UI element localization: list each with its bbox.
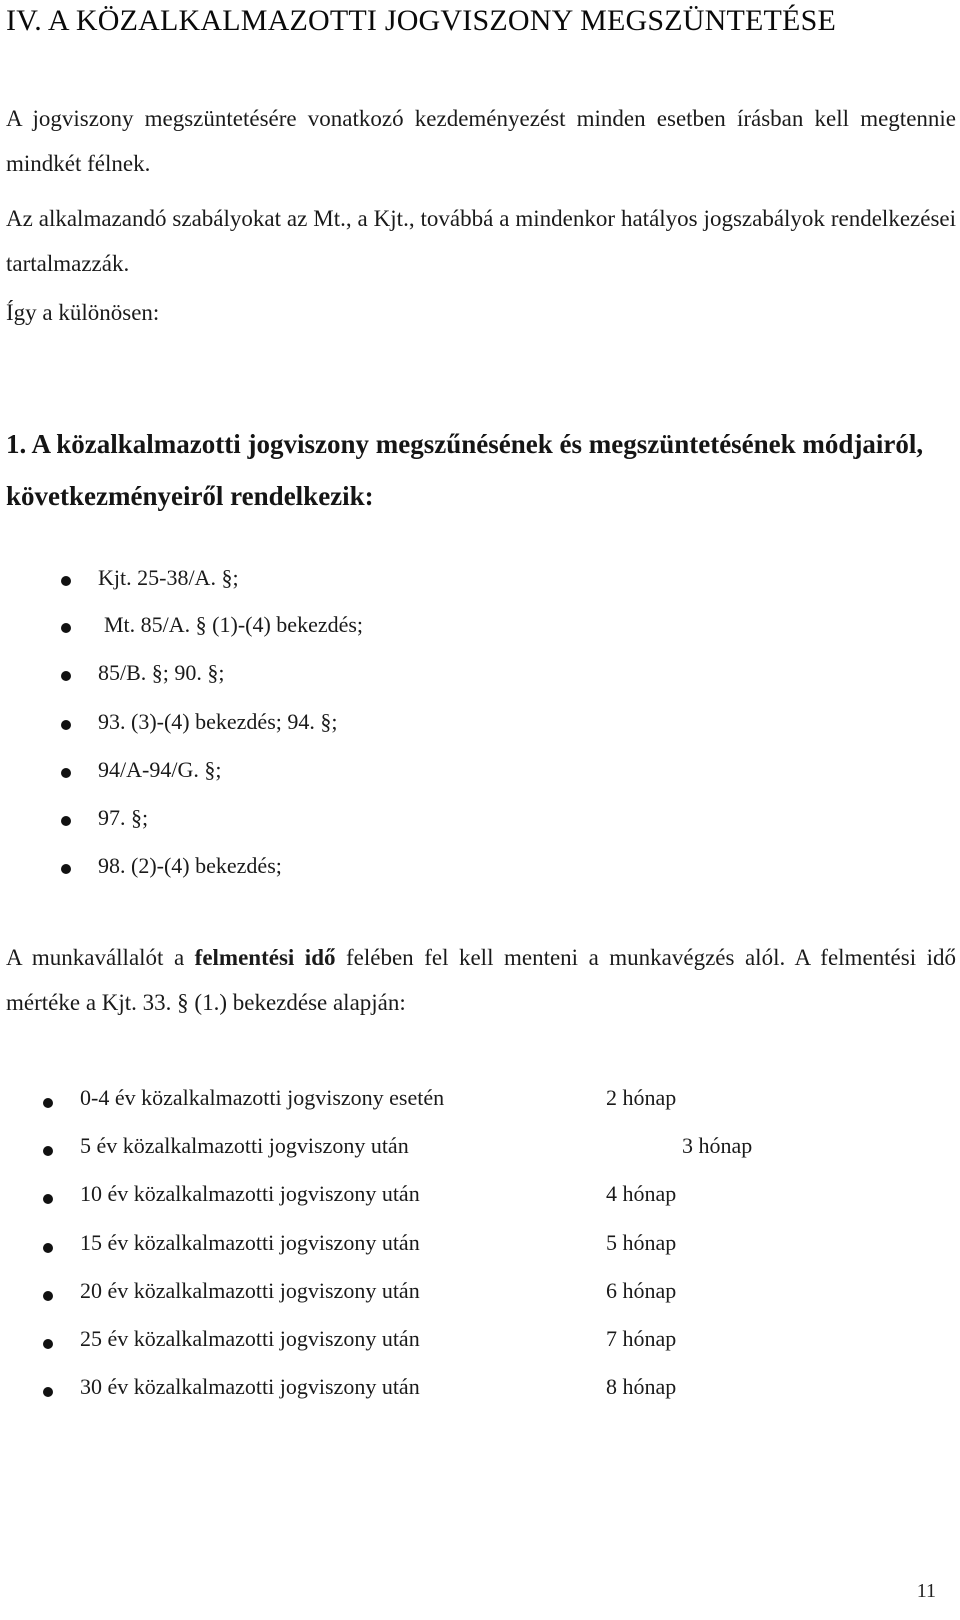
- period-label: 10 év közalkalmazotti jogviszony után: [80, 1181, 420, 1206]
- intro-paragraph-2: Az alkalmazandó szabályokat az Mt., a Kjt., továbbá a mindenkor hatályos jogszabályok rendelkezései tartalmazzák.: [6, 206, 956, 276]
- release-text-start: A munkavállalót a: [6, 945, 195, 970]
- chapter-heading: IV. A KÖZALKALMAZOTTI JOGVISZONY MEGSZÜNTETÉSE: [6, 4, 836, 37]
- bullet-icon: [61, 720, 71, 730]
- intro-paragraph-1: A jogviszony megszüntetésére vonatkozó kezdeményezést minden esetben írásban kell megtennie mindkét félnek.: [6, 106, 956, 176]
- page-number: 11: [916, 1580, 936, 1602]
- bullet-icon: [43, 1291, 53, 1301]
- period-value: 7 hónap: [606, 1326, 677, 1351]
- release-text-end: felében fel kell menteni a munkavégzés alól. A felmentési idő mértéke a Kjt. 33. § (1.) bekezdése alapján:: [6, 945, 957, 1015]
- bullet-icon: [61, 768, 71, 778]
- legal-reference-text: 94/A-94/G. §;: [98, 757, 222, 782]
- legal-reference-text: Mt. 85/A. § (1)-(4) bekezdés;: [104, 612, 364, 637]
- period-value: 8 hónap: [606, 1374, 677, 1399]
- bullet-icon: [43, 1146, 53, 1156]
- bullet-icon: [61, 576, 71, 586]
- section-1-title: 1. A közalkalmazotti jogviszony megszűnésének és megszüntetésének módjairól, következményeiről rendelkezik:: [6, 429, 924, 511]
- period-label: 5 év közalkalmazotti jogviszony után: [80, 1133, 409, 1158]
- bullet-icon: [61, 671, 71, 681]
- bullet-icon: [43, 1098, 53, 1108]
- bullet-icon: [43, 1339, 53, 1349]
- legal-reference-text: 97. §;: [98, 805, 149, 830]
- period-value: 6 hónap: [606, 1278, 677, 1303]
- period-label: 25 év közalkalmazotti jogviszony után: [80, 1326, 420, 1351]
- legal-reference-text: Kjt. 25-38/A. §;: [98, 565, 239, 590]
- period-value: 4 hónap: [606, 1181, 677, 1206]
- period-value: 5 hónap: [606, 1230, 677, 1255]
- bullet-icon: [61, 864, 71, 874]
- intro-paragraph-3: Így a különösen:: [6, 300, 160, 325]
- legal-reference-text: 85/B. §; 90. §;: [98, 660, 225, 685]
- period-value: 3 hónap: [682, 1133, 753, 1158]
- bullet-icon: [61, 623, 71, 633]
- release-paragraph: [6, 935, 956, 1025]
- bullet-icon: [61, 816, 71, 826]
- legal-reference-text: 93. (3)-(4) bekezdés; 94. §;: [98, 709, 338, 734]
- release-period-term: felmentési idő: [194, 945, 336, 970]
- period-label: 20 év közalkalmazotti jogviszony után: [80, 1278, 420, 1303]
- period-label: 30 év közalkalmazotti jogviszony után: [80, 1374, 420, 1399]
- bullet-icon: [43, 1194, 53, 1204]
- period-label: 15 év közalkalmazotti jogviszony után: [80, 1230, 420, 1255]
- period-value: 2 hónap: [606, 1085, 677, 1110]
- bullet-icon: [43, 1387, 53, 1397]
- legal-reference-text: 98. (2)-(4) bekezdés;: [98, 853, 282, 878]
- period-label: 0-4 év közalkalmazotti jogviszony esetén: [80, 1085, 445, 1110]
- bullet-icon: [43, 1243, 53, 1253]
